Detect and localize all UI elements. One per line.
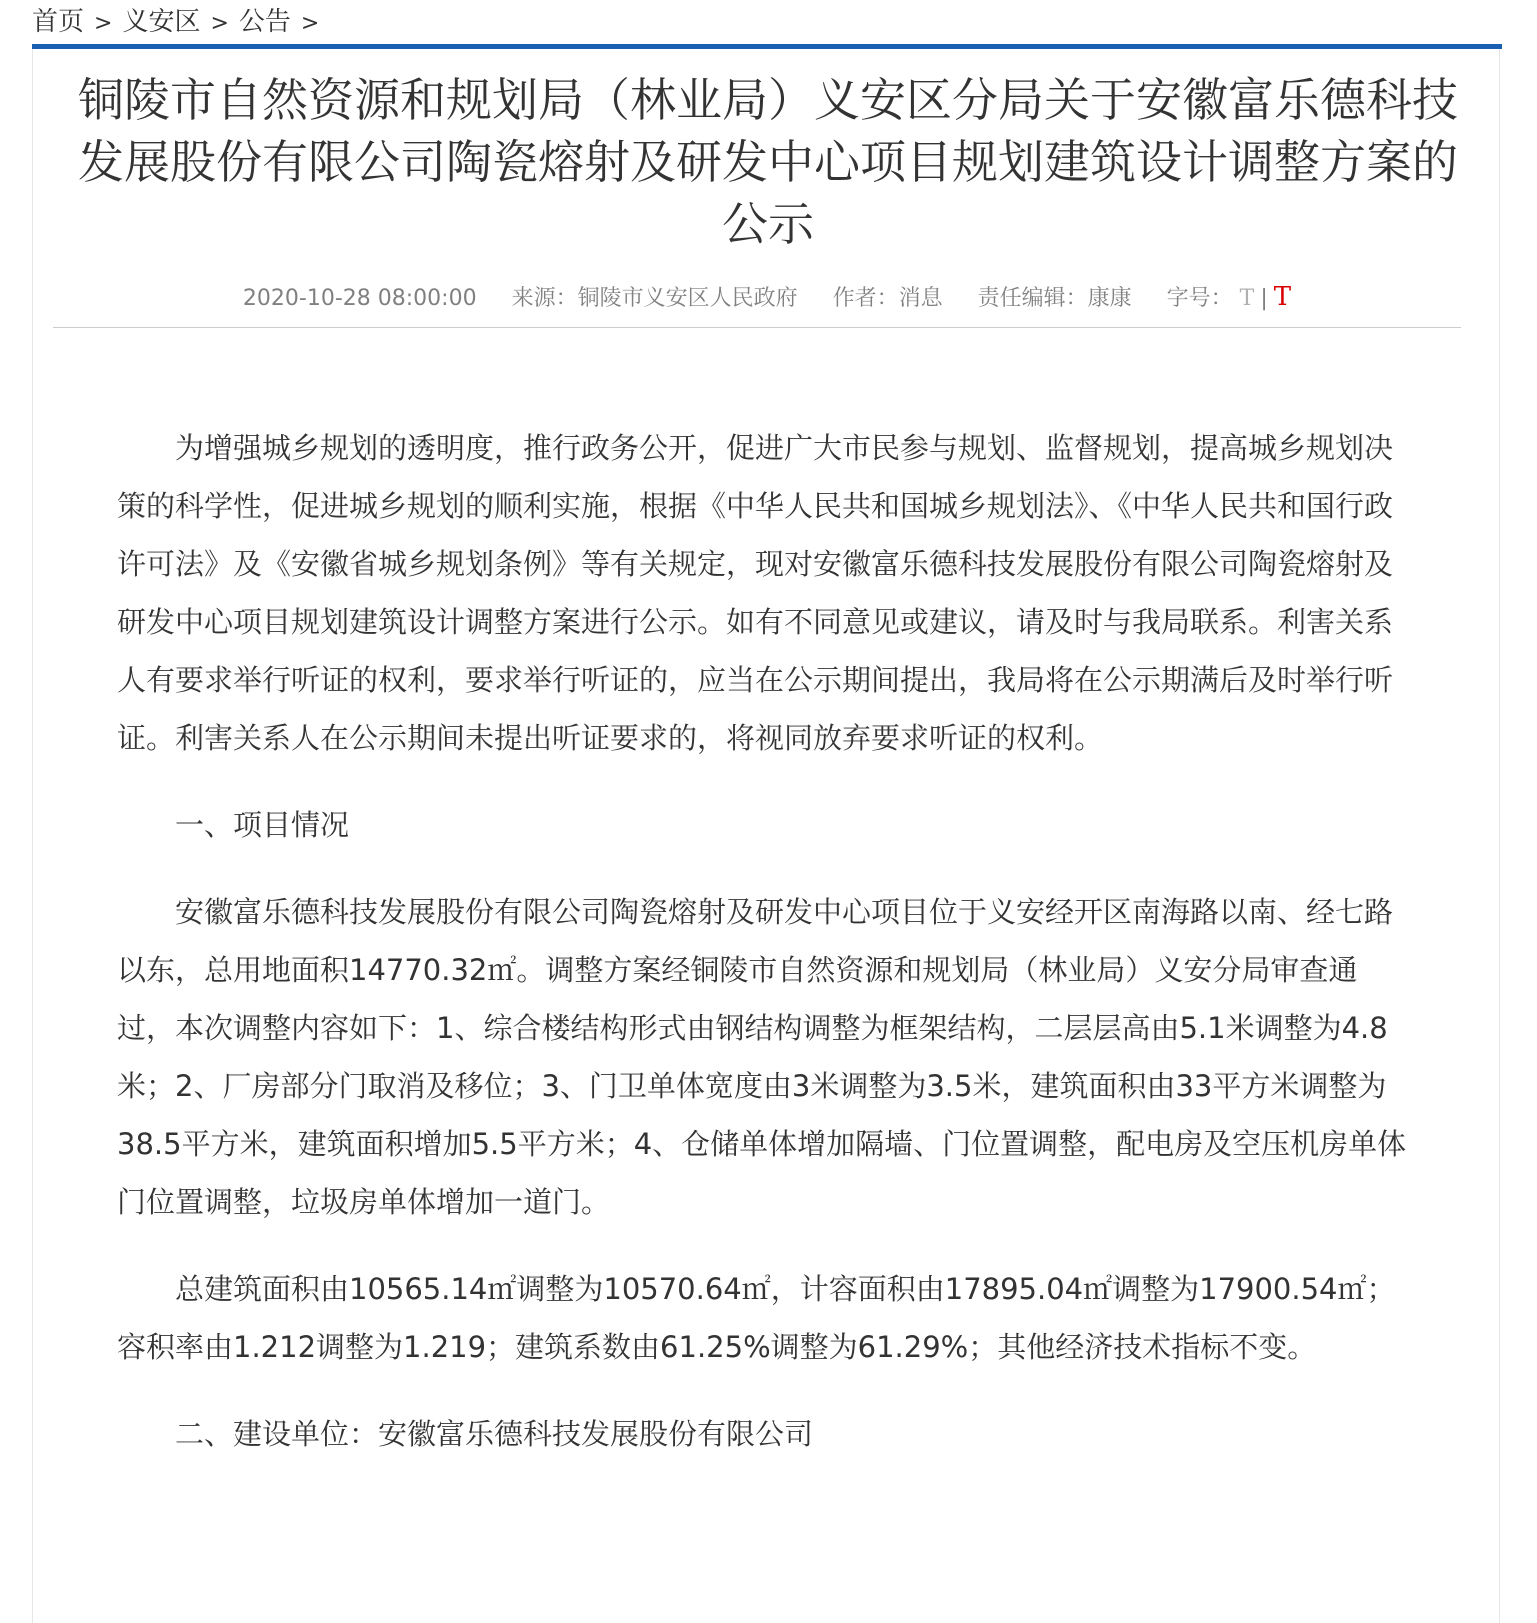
article-meta	[33, 281, 1501, 315]
font-size-large-button[interactable]: T	[1273, 282, 1292, 312]
article-title: 铜陵市自然资源和规划局（林业局）义安区分局关于安徽富乐德科技发展股份有限公司陶瓷熔射及研发中心项目规划建筑设计调整方案的公示	[78, 73, 1458, 251]
breadcrumb-district-link[interactable]: 义安区	[122, 7, 201, 37]
section-heading: 二、建设单位：安徽富乐德科技发展股份有限公司	[175, 1417, 814, 1451]
breadcrumb-separator: >	[210, 11, 229, 36]
article-container	[32, 49, 1500, 1623]
body-paragraph: 安徽富乐德科技发展股份有限公司陶瓷熔射及研发中心项目位于义安经开区南海路以南、经七路以东，总用地面积14770.32㎡。调整方案经铜陵市自然资源和规划局（林业局）义安分局审查通过，本次调整内容如下：1、综合楼结构形式由钢结构调整为框架结构，二层层高由5.1米调整为4.8米；2、厂房部分门取消及移位；3、门卫单体宽度由3米调整为3.5米，建筑面积由33平方米调整为38.5平方米，建筑面积增加5.5平方米；4、仓储单体增加隔墙、门位置调整，配电房及空压机房单体门位置调整，垃圾房单体增加一道门。	[117, 895, 1407, 1219]
font-size-control	[1166, 282, 1292, 312]
article-editor: 责任编辑：康康	[977, 286, 1132, 311]
breadcrumb-separator: >	[94, 11, 113, 36]
section-heading: 一、项目情况	[175, 808, 350, 842]
font-size-small-button[interactable]: T	[1239, 286, 1255, 311]
article-source: 来源：铜陵市义安区人民政府	[511, 286, 798, 311]
font-size-divider: |	[1260, 286, 1268, 311]
breadcrumb-notice-link[interactable]: 公告	[238, 7, 291, 37]
breadcrumb-separator: >	[300, 11, 320, 36]
article-author: 作者：消息	[832, 286, 943, 311]
breadcrumb	[32, 0, 1502, 44]
breadcrumb-home-link[interactable]: 首页	[32, 7, 85, 37]
font-size-label: 字号：	[1166, 286, 1233, 311]
body-paragraph: 为增强城乡规划的透明度，推行政务公开，促进广大市民参与规划、监督规划，提高城乡规划决策的科学性，促进城乡规划的顺利实施，根据《中华人民共和国城乡规划法》、《中华人民共和国行政许可法》及《安徽省城乡规划条例》等有关规定，现对安徽富乐德科技发展股份有限公司陶瓷熔射及研发中心项目规划建筑设计调整方案进行公示。如有不同意见或建议，请及时与我局联系。利害关系人有要求举行听证的权利，要求举行听证的，应当在公示期间提出，我局将在公示期满后及时举行听证。利害关系人在公示期间未提出听证要求的，将视同放弃要求听证的权利。	[117, 431, 1394, 755]
publish-datetime: 2020-10-28 08:00:00	[242, 286, 477, 311]
meta-divider	[53, 327, 1461, 328]
body-paragraph: 总建筑面积由10565.14㎡调整为10570.64㎡，计容面积由17895.04㎡调整为17900.54㎡；容积率由1.212调整为1.219；建筑系数由61.25%调整为61.29%；其他经济技术指标不变。	[117, 1272, 1396, 1364]
article-body	[117, 419, 1407, 1492]
